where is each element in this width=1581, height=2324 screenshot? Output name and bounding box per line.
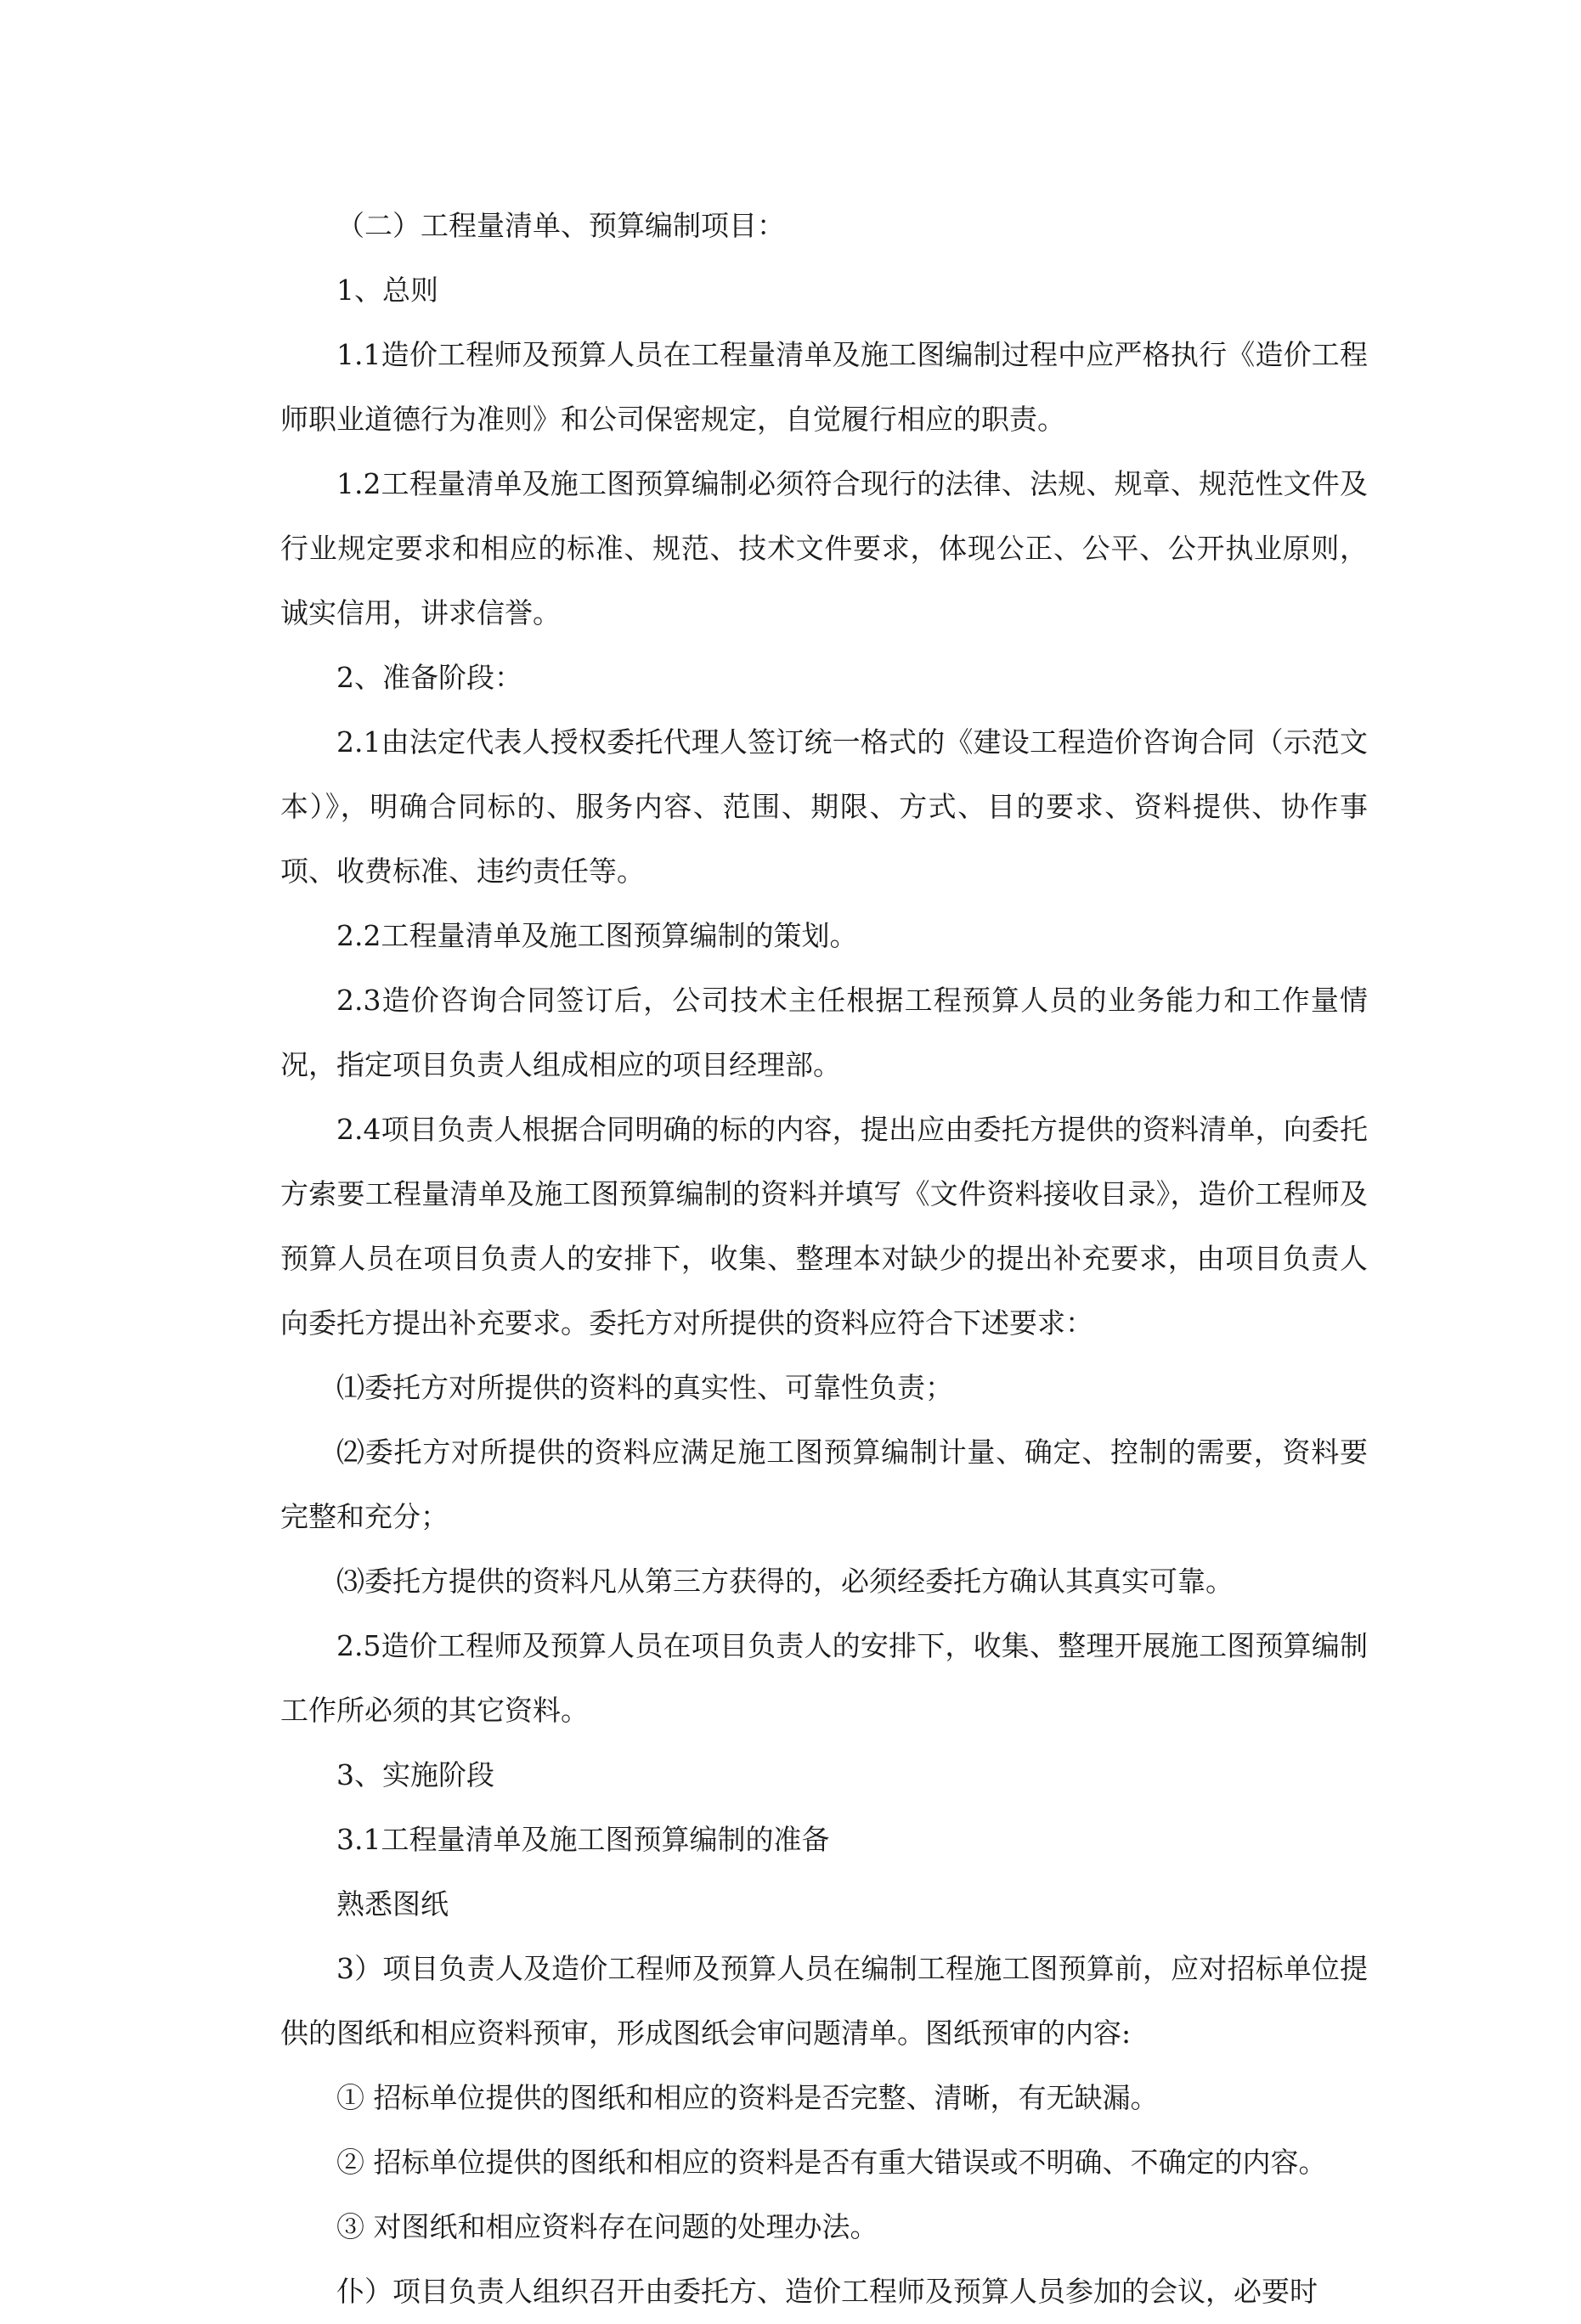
heading-implementation: 3、实施阶段 — [336, 1758, 494, 1791]
document-body — [280, 194, 1368, 2324]
paragraph-2-3: 2.3造价咨询合同签订后，公司技术主任根据工程预算人员的业务能力和工作量情况，指定项目负责人组成相应的项目经理部。 — [280, 984, 1368, 1081]
paragraph-2-4: 2.4项目负责人根据合同明确的标的内容，提出应由委托方提供的资料清单，向委托方索要工程量清单及施工图预算编制的资料并填写《文件资料接收目录》，造价工程师及预算人员在项目负责人的安排下，收集、整理本对缺少的提出补充要求，由项目负责人向委托方提出补充要求。委托方对所提供的资料应符合下述要求： — [280, 1113, 1368, 1340]
requirement-3: ⑶委托方提供的资料凡从第三方获得的，必须经委托方确认其真实可靠。 — [336, 1565, 1234, 1598]
paragraph-3-1: 3.1工程量清单及施工图预算编制的准备 — [336, 1823, 830, 1856]
paragraph-4: 仆）项目负责人组织召开由委托方、造价工程师及预算人员参加的会议，必要时 — [336, 2275, 1318, 2308]
paragraph-2-1: 2.1由法定代表人授权委托代理人签订统一格式的《建设工程造价咨询合同（示范文本）》，明确合同标的、服务内容、范围、期限、方式、目的要求、资料提供、协作事项、收费标准、违约责任等。 — [280, 725, 1368, 888]
requirement-2: ⑵委托方对所提供的资料应满足施工图预算编制计量、确定、控制的需要，资料要完整和充分； — [280, 1436, 1368, 1533]
review-item-1: ① 招标单位提供的图纸和相应的资料是否完整、清晰，有无缺漏。 — [336, 2081, 1159, 2114]
paragraph-3: 3）项目负责人及造价工程师及预算人员在编制工程施工图预算前，应对招标单位提供的图纸和相应资料预审，形成图纸会审问题清单。图纸预审的内容: — [280, 1952, 1368, 2050]
review-item-2: ② 招标单位提供的图纸和相应的资料是否有重大错误或不明确、不确定的内容。 — [336, 2146, 1327, 2179]
heading-familiar-drawings: 熟悉图纸 — [336, 1887, 449, 1921]
heading-preparation: 2、准备阶段： — [336, 661, 522, 694]
review-item-3: ③ 对图纸和相应资料存在问题的处理办法。 — [336, 2210, 878, 2243]
heading-general: 1、总则 — [336, 274, 438, 307]
paragraph-1-1: 1.1造价工程师及预算人员在工程量清单及施工图编制过程中应严格执行《造价工程师职业道德行为准则》和公司保密规定，自觉履行相应的职责。 — [280, 338, 1368, 436]
paragraph-1-2: 1.2工程量清单及施工图预算编制必须符合现行的法律、法规、规章、规范性文件及行业规定要求和相应的标准、规范、技术文件要求，体现公正、公平、公开执业原则，诚实信用，讲求信誉。 — [280, 467, 1368, 629]
paragraph-2-5: 2.5造价工程师及预算人员在项目负责人的安排下，收集、整理开展施工图预算编制工作所必须的其它资料。 — [280, 1629, 1368, 1727]
paragraph-2-2: 2.2工程量清单及施工图预算编制的策划。 — [336, 919, 858, 952]
section-title: （二）工程量清单、预算编制项目： — [336, 209, 785, 242]
requirement-1: ⑴委托方对所提供的资料的真实性、可靠性负责； — [336, 1371, 953, 1404]
